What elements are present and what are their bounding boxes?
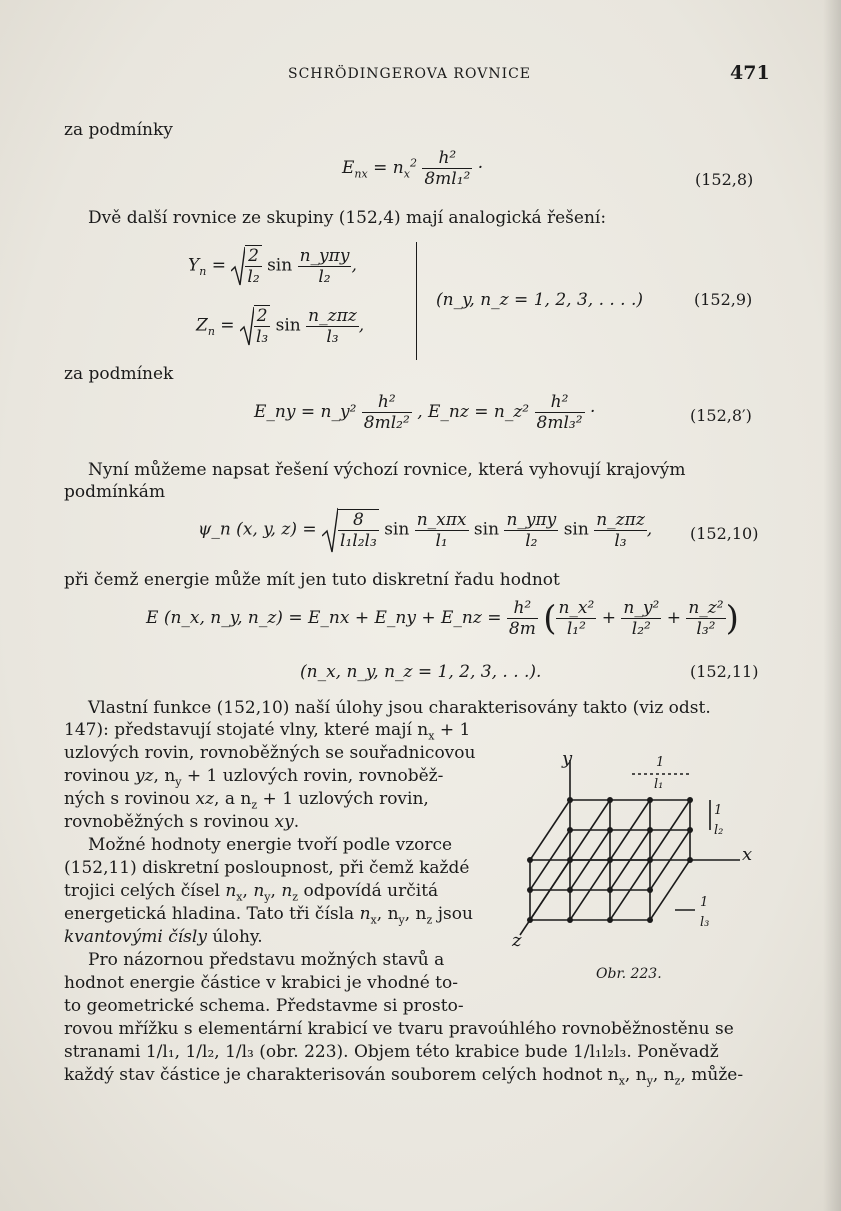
text-line: rovou mřížku s elementární krabicí ve tvaru pravoúhlého rovnoběžnostěnu se xyxy=(64,1019,734,1039)
axis-label-y: y xyxy=(562,750,573,769)
text-line: hodnot energie částice v krabici je vhodné to- xyxy=(64,973,458,993)
equation-152-8: $E_{nx} = n_x^2$ $\frac{\text{h²}}{\text{8ml₁²}}$ · xyxy=(342,148,484,189)
equation-condition: (n_y, n_z = 1, 2, 3, . . . .) xyxy=(436,290,644,310)
figure-caption: Obr. 223. xyxy=(596,966,662,982)
dim-l2-den: l₂ xyxy=(714,823,724,838)
page-edge-shadow xyxy=(823,0,841,1211)
text-line: Vlastní funkce (152,10) naší úlohy jsou charakterisovány takto (viz odst. xyxy=(88,698,711,718)
text-line: Nyní můžeme napsat řešení výchozí rovnice, která vyhovují krajovým xyxy=(88,460,686,480)
dim-l3-den: l₃ xyxy=(700,915,710,930)
text-line: každý stav částice je charakterisován souborem celých hodnot $n_x$, $n_y$, $n_z$, může- xyxy=(64,1065,744,1088)
text-line: za podmínek xyxy=(64,364,174,384)
text-line: za podmínky xyxy=(64,120,173,140)
text-line: (152,11) diskretní posloupnost, při čemž každé xyxy=(64,858,470,878)
text-line: trojici celých čísel $n_x$, $n_y$, $n_z$ odpovídá určitá xyxy=(64,881,439,904)
equation-tag: (152,8′) xyxy=(690,406,752,425)
dim-l1-den: l₁ xyxy=(654,777,664,792)
text-line: 147): představují stojaté vlny, které mají $n_x + 1$ xyxy=(64,720,471,743)
text-line: ných s rovinou xz, a $n_z + 1$ uzlových rovin, xyxy=(64,789,429,812)
equation-tag: (152,8) xyxy=(695,170,754,189)
right-brace xyxy=(406,242,417,360)
equation-152-10: ψ_n (x, y, z) = $\frac{8}{\text{l₁l₂l₃}}$ sin $\frac{\text{n\_xπx}}{\text{l₁}}$ sin $\frac{\text{n\_yπy}}{\text{l₂}}$ sin $\frac{\text{n\_zπz}}{\text{l₃}}$ , xyxy=(198,506,652,554)
dim-l3-num: 1 xyxy=(700,895,709,910)
text-line: rovnoběžných s rovinou xy. xyxy=(64,812,300,832)
equation-Zn: $Z_n$ = $\frac{2}{\text{l₃}}$ sin $\frac{\text{n\_zπz}}{\text{l₃}}$ , xyxy=(196,305,365,347)
dim-l1-num: 1 xyxy=(656,755,665,770)
equation-152-11: E (n_x, n_y, n_z) = E_nx + E_ny + E_nz = $\frac{\text{h²}}{8m}$ ( $\frac{\text{n\_x²}}{\text{l₁²}}$ + $\frac{\text{n\_y²}}{\text{l₂²}}$ + $\frac{\text{n\_z²}}{\text{l₃²}}$ ) xyxy=(146,598,739,639)
sqrt-sign xyxy=(240,305,254,347)
text-line: kvantovými čísly úlohy. xyxy=(64,927,263,947)
sqrt-sign xyxy=(322,506,338,554)
text-line: energetická hladina. Tato tři čísla $n_x$, $n_y$, $n_z$ jsou xyxy=(64,904,473,927)
sqrt-sign xyxy=(231,245,245,287)
text-line: podmínkám xyxy=(64,482,166,502)
lattice-figure xyxy=(510,750,770,950)
text-line: při čemž energie může mít jen tuto diskretní řadu hodnot xyxy=(64,570,560,590)
equation-tag: (152,11) xyxy=(690,662,759,681)
running-header: SCHRÖDINGEROVA ROVNICE xyxy=(288,66,532,82)
equation-condition: (n_x, n_y, n_z = 1, 2, 3, . . .). xyxy=(300,662,542,682)
page-number: 471 xyxy=(730,62,770,84)
equation-152-8-prime: E_ny = n_y² $\frac{\text{h²}}{\text{8ml₂²}}$ , E_nz = n_z² $\frac{\text{h²}}{\text{8ml₃²}}$ · xyxy=(254,392,596,433)
text-line: uzlových rovin, rovnoběžných se souřadnicovou xyxy=(64,743,476,763)
equation-Yn: $Y_n$ = $\frac{2}{\text{l₂}}$ sin $\frac{\text{n\_yπy}}{\text{l₂}}$ , xyxy=(188,245,357,287)
text-line: Pro názornou představu možných stavů a xyxy=(88,950,445,970)
dim-l2-num: 1 xyxy=(714,803,723,818)
equation-tag: (152,10) xyxy=(690,524,759,543)
text-line: rovinou yz, $n_y + 1$ uzlových rovin, rovnoběž- xyxy=(64,766,444,789)
text-line: to geometrické schema. Představme si prosto- xyxy=(64,996,464,1016)
text-line: stranami 1/l₁, 1/l₂, 1/l₃ (obr. 223). Objem této krabice bude 1/l₁l₂l₃. Poněvadž xyxy=(64,1042,719,1062)
axis-label-z: z xyxy=(512,930,522,950)
text-line: Možné hodnoty energie tvoří podle vzorce xyxy=(88,835,453,855)
equation-tag: (152,9) xyxy=(694,290,753,309)
axis-label-x: x xyxy=(742,844,753,865)
text-line: Dvě další rovnice ze skupiny (152,4) mají analogická řešení: xyxy=(88,208,607,228)
